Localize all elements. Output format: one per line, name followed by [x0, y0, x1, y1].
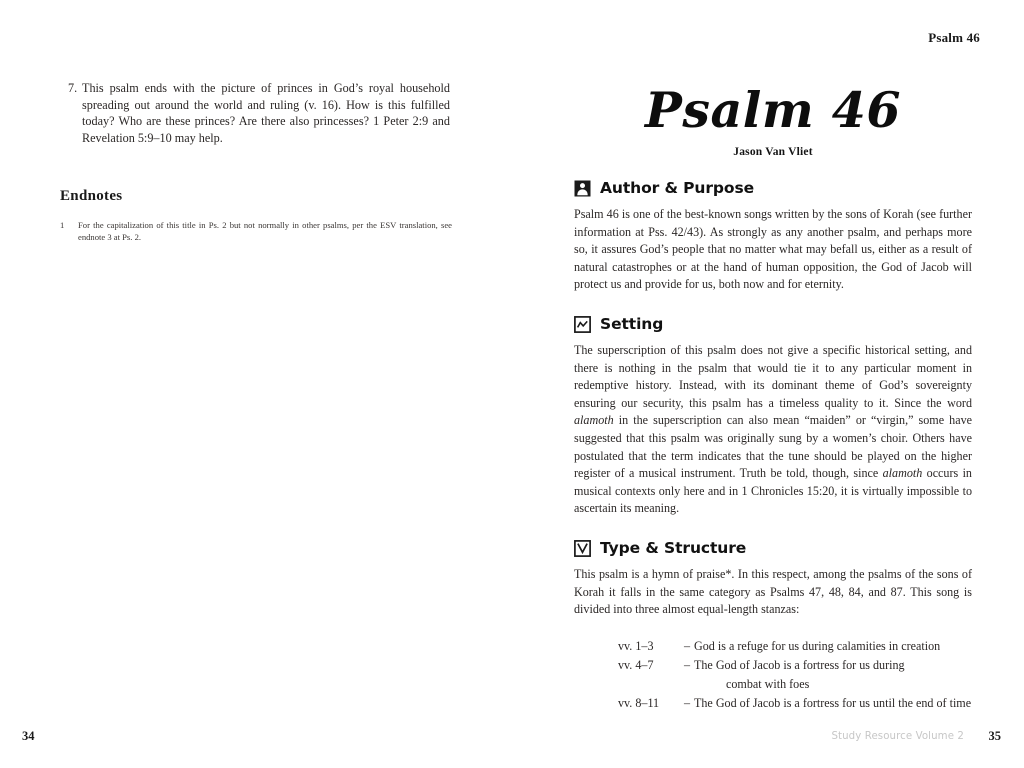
endnote-number: 1 — [60, 220, 65, 230]
checkbox-check-icon — [574, 540, 591, 557]
section-header — [574, 180, 972, 197]
stanza-description-line-2: combat with foes — [726, 676, 810, 691]
term-alamoth-2: alamoth — [882, 466, 923, 481]
landscape-image-icon — [574, 316, 591, 333]
section-heading: Type & Structure — [600, 538, 747, 557]
endnotes-section — [60, 188, 452, 243]
list-item-marker: 7. — [68, 81, 78, 95]
setting-text-part-1: The superscription of this psalm does not give a specific historical setting, and there is nothing in the psalm that would tie it to any particular moment in redemptive history. Instead, with its dominant theme of God’s sovereignty ensuring our security, this psalm has a timeless quality to it. Since the word — [574, 342, 972, 410]
stanza-dash: – — [683, 638, 691, 653]
section-paragraph: This psalm is a hymn of praise*. In this respect, among the psalms of the sons of Korah it falls in the same category as Psalms 47, 48, 84, and 87. This song is divided into three almost equal-length stanzas: — [574, 566, 972, 617]
section-paragraph: Psalm 46 is one of the best-known songs written by the sons of Korah (see further information at Pss. 42/43). As strongly as any another psalm, and perhaps more so, it assures God’s people that no matter what may befall us, either as a result of natural catastrophes or at the hand of human opposition, the God of Jacob will protect us and provide for us, both now and for eternity. — [574, 207, 972, 292]
stanza-dash: – — [683, 695, 691, 710]
section-header — [574, 540, 972, 557]
endnote-item — [60, 219, 452, 243]
section-heading: Author & Purpose — [600, 179, 754, 197]
stanza-description — [694, 656, 972, 694]
section-heading: Setting — [600, 314, 664, 333]
list-item-text: This psalm ends with the picture of princes in God’s royal household spreading out around the world and ruling (v. 16). How is this fulfilled today? Who are these princes? Are there also princesses? 1 Peter 2:9 and Revelation 5:9–10 may help. — [82, 81, 450, 145]
page-number-left: 34 — [22, 729, 35, 743]
stanza-row — [618, 637, 972, 656]
setting-text-part-3: occurs in musical contexts only here and in 1 Chronicles 15:20, it is virtually impossible to ascertain its meaning. — [574, 466, 972, 516]
list-item — [68, 80, 450, 146]
page-title: Psalm 46 — [645, 81, 901, 139]
stanza-reference: vv. 1–3 — [618, 638, 654, 653]
stanza-description-line-1: The God of Jacob is a fortress for us during — [694, 657, 905, 672]
section-setting — [574, 316, 972, 518]
section-paragraph — [574, 342, 972, 518]
section-author-purpose — [574, 180, 972, 294]
running-head: Psalm 46 — [928, 30, 980, 45]
stanza-description: The God of Jacob is a fortress for us until the end of time — [694, 695, 972, 710]
footer-volume-label: Study Resource Volume 2 — [831, 731, 964, 742]
stanza-reference: vv. 4–7 — [618, 657, 654, 672]
stanza-row — [618, 694, 972, 713]
question-list — [68, 80, 450, 146]
right-page — [512, 0, 1024, 768]
setting-text-part-2: in the superscription can also mean “maiden” or “virgin,” some have suggested that this psalm was originally sung by a women’s choir. Others have postulated that the term indicates that the tune should be played on the higher register of a musical instrument. Truth be told, though, since — [574, 413, 972, 481]
chapter-author: Jason Van Vliet — [733, 146, 813, 158]
section-type-structure — [574, 540, 972, 713]
endnotes-heading: Endnotes — [60, 188, 123, 204]
person-portrait-icon — [574, 180, 591, 197]
stanza-row — [618, 656, 972, 694]
section-header — [574, 316, 972, 333]
chapter-content — [574, 0, 972, 713]
stanza-dash: – — [683, 657, 691, 672]
term-alamoth-1: alamoth — [574, 413, 614, 428]
stanza-list — [618, 637, 972, 713]
endnote-text: For the capitalization of this title in Ps. 2 but not normally in other psalms, per the ESV translation, see endnote 3 at Ps. 2. — [78, 220, 452, 243]
stanza-description: God is a refuge for us during calamities in creation — [694, 638, 941, 653]
page-number-right: 35 — [988, 729, 1001, 743]
question-list-container — [68, 80, 450, 146]
stanza-reference: vv. 8–11 — [618, 695, 660, 710]
